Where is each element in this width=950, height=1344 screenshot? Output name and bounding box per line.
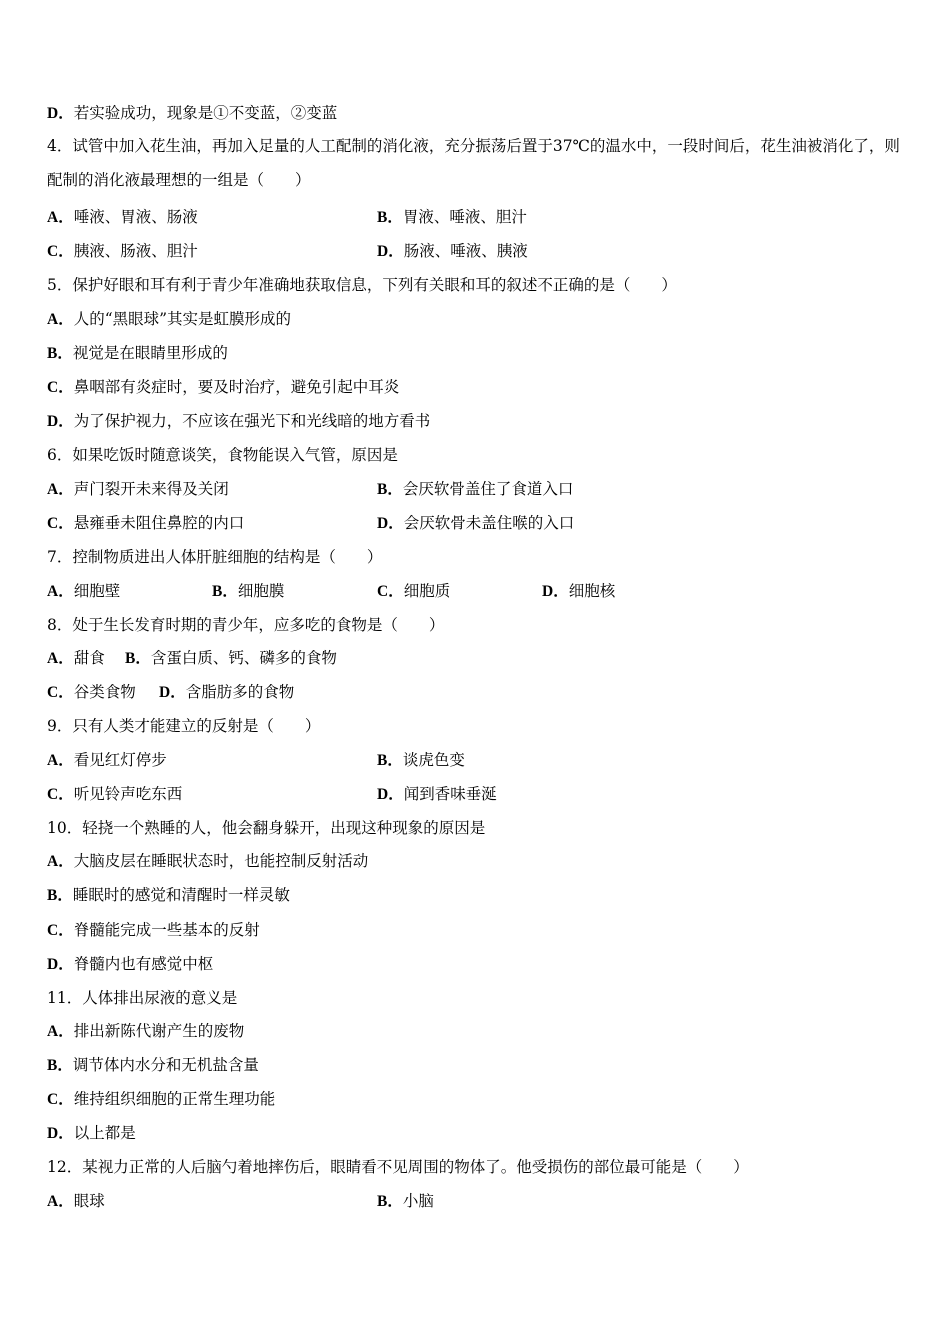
option-label: C． xyxy=(47,243,74,260)
option-label: B． xyxy=(212,583,238,600)
q6-option-a xyxy=(47,479,229,500)
q3-option-d xyxy=(47,103,337,124)
option-label: C． xyxy=(47,786,74,803)
q11-option-a xyxy=(47,1021,244,1042)
option-text: 人的“黑眼球”其实是虹膜形成的 xyxy=(73,310,292,328)
option-text: 视觉是在眼睛里形成的 xyxy=(72,344,228,362)
option-text: 以上都是 xyxy=(73,1124,136,1142)
q8-option-c xyxy=(47,682,136,703)
q12-option-a xyxy=(47,1191,105,1212)
option-label: B． xyxy=(377,1193,403,1210)
option-text: 若实验成功，现象是①不变蓝，②变蓝 xyxy=(73,104,338,122)
q4-option-c xyxy=(47,241,198,262)
option-text: 细胞质 xyxy=(403,582,451,600)
q11-option-d xyxy=(47,1123,136,1144)
option-label: B． xyxy=(377,752,403,769)
option-text: 脊髓能完成一些基本的反射 xyxy=(73,921,260,939)
option-label: B． xyxy=(47,1057,73,1074)
q7-option-d xyxy=(542,581,615,602)
option-text: 细胞壁 xyxy=(73,582,121,600)
q12-stem: 12．某视力正常的人后脑勺着地摔伤后，眼睛看不见周围的物体了。他受损伤的部位最可能是（ ） xyxy=(47,1158,749,1176)
option-label: A． xyxy=(47,209,74,226)
option-label: A． xyxy=(47,650,74,667)
option-text: 闻到香味垂涎 xyxy=(403,785,497,803)
option-text: 甜食 xyxy=(73,649,105,667)
option-label: C． xyxy=(47,515,74,532)
option-text: 会厌软骨盖住了食道入口 xyxy=(402,480,574,498)
q4-option-b xyxy=(377,207,527,228)
q8-option-d xyxy=(159,682,294,703)
q7-stem: 7．控制物质进出人体肝脏细胞的结构是（ ） xyxy=(47,548,383,566)
q6-option-d xyxy=(377,513,574,534)
q5-option-d xyxy=(47,411,430,432)
q10-option-a xyxy=(47,851,368,872)
option-text: 声门裂开未来得及关闭 xyxy=(73,480,229,498)
option-label: B． xyxy=(377,481,403,498)
option-text: 听见铃声吃东西 xyxy=(73,785,183,803)
option-label: A． xyxy=(47,481,74,498)
q8-stem: 8．处于生长发育时期的青少年，应多吃的食物是（ ） xyxy=(47,616,445,634)
q7-option-b xyxy=(212,581,284,602)
option-label: A． xyxy=(47,583,74,600)
q8-option-b xyxy=(125,648,337,669)
q9-option-a xyxy=(47,750,167,771)
option-label: B． xyxy=(125,650,151,667)
q4-option-d xyxy=(377,241,528,262)
q5-option-a xyxy=(47,309,291,330)
option-label: B． xyxy=(47,345,73,362)
option-text: 小脑 xyxy=(402,1192,434,1210)
q5-stem: 5．保护好眼和耳有利于青少年准确地获取信息，下列有关眼和耳的叙述不正确的是（ ） xyxy=(47,276,677,294)
option-label: D． xyxy=(47,413,74,430)
q6-option-c xyxy=(47,513,244,534)
option-label: D． xyxy=(377,515,404,532)
option-text: 看见红灯停步 xyxy=(73,751,167,769)
option-text: 调节体内水分和无机盐含量 xyxy=(72,1056,259,1074)
option-label: A． xyxy=(47,1193,74,1210)
option-label: C． xyxy=(47,922,74,939)
option-label: C． xyxy=(47,684,74,701)
option-text: 悬雍垂未阻住鼻腔的内口 xyxy=(73,514,245,532)
option-label: D． xyxy=(47,956,74,973)
option-label: D． xyxy=(159,684,186,701)
option-text: 为了保护视力，不应该在强光下和光线暗的地方看书 xyxy=(73,412,431,430)
q11-option-b xyxy=(47,1055,259,1076)
q9-option-d xyxy=(377,784,497,805)
q9-option-b xyxy=(377,750,465,771)
option-label: A． xyxy=(47,853,74,870)
q11-stem: 11．人体排出尿液的意义是 xyxy=(47,989,238,1007)
option-label: C． xyxy=(47,379,74,396)
option-text: 排出新陈代谢产生的废物 xyxy=(73,1022,245,1040)
option-text: 含脂肪多的食物 xyxy=(185,683,295,701)
q10-stem: 10．轻挠一个熟睡的人，他会翻身躲开，出现这种现象的原因是 xyxy=(47,819,486,837)
option-text: 谷类食物 xyxy=(73,683,136,701)
option-text: 会厌软骨未盖住喉的入口 xyxy=(403,514,575,532)
option-text: 含蛋白质、钙、磷多的食物 xyxy=(150,649,337,667)
q4-stem: 4．试管中加入花生油，再加入足量的人工配制的消化液，充分振荡后置于37℃的温水中，一段时间后，花生油被消化了，则配制的消化液最理想的一组是（ ） xyxy=(47,137,900,189)
option-label: A． xyxy=(47,1023,74,1040)
q8-option-a xyxy=(47,648,105,669)
option-text: 维持组织细胞的正常生理功能 xyxy=(73,1090,276,1108)
q11-option-c xyxy=(47,1089,275,1110)
option-text: 胰液、肠液、胆汁 xyxy=(73,242,198,260)
option-text: 细胞核 xyxy=(568,582,616,600)
q6-option-b xyxy=(377,479,573,500)
option-text: 谈虎色变 xyxy=(402,751,465,769)
q10-option-b xyxy=(47,885,290,906)
q10-option-c xyxy=(47,920,260,941)
option-text: 大脑皮层在睡眠状态时，也能控制反射活动 xyxy=(73,852,369,870)
q4-option-a xyxy=(47,207,198,228)
option-label: A． xyxy=(47,311,74,328)
option-label: D． xyxy=(377,786,404,803)
option-label: D． xyxy=(542,583,569,600)
q5-option-b xyxy=(47,343,228,364)
option-label: D． xyxy=(47,1125,74,1142)
q6-stem: 6．如果吃饭时随意谈笑，食物能误入气管，原因是 xyxy=(47,446,398,464)
option-label: A． xyxy=(47,752,74,769)
q5-option-c xyxy=(47,377,399,398)
option-text: 睡眠时的感觉和清醒时一样灵敏 xyxy=(72,886,290,904)
option-text: 眼球 xyxy=(73,1192,105,1210)
q9-option-c xyxy=(47,784,182,805)
option-text: 唾液、胃液、肠液 xyxy=(73,208,198,226)
option-label: D． xyxy=(377,243,404,260)
option-label: B． xyxy=(377,209,403,226)
option-label: C． xyxy=(377,583,404,600)
option-label: D． xyxy=(47,105,74,122)
option-label: B． xyxy=(47,887,73,904)
q7-option-c xyxy=(377,581,450,602)
option-label: C． xyxy=(47,1091,74,1108)
q10-option-d xyxy=(47,954,213,975)
q12-option-b xyxy=(377,1191,434,1212)
option-text: 脊髓内也有感觉中枢 xyxy=(73,955,214,973)
option-text: 细胞膜 xyxy=(237,582,285,600)
option-text: 胃液、唾液、胆汁 xyxy=(402,208,527,226)
q9-stem: 9．只有人类才能建立的反射是（ ） xyxy=(47,717,321,735)
q7-option-a xyxy=(47,581,120,602)
option-text: 肠液、唾液、胰液 xyxy=(403,242,528,260)
option-text: 鼻咽部有炎症时，要及时治疗，避免引起中耳炎 xyxy=(73,378,400,396)
